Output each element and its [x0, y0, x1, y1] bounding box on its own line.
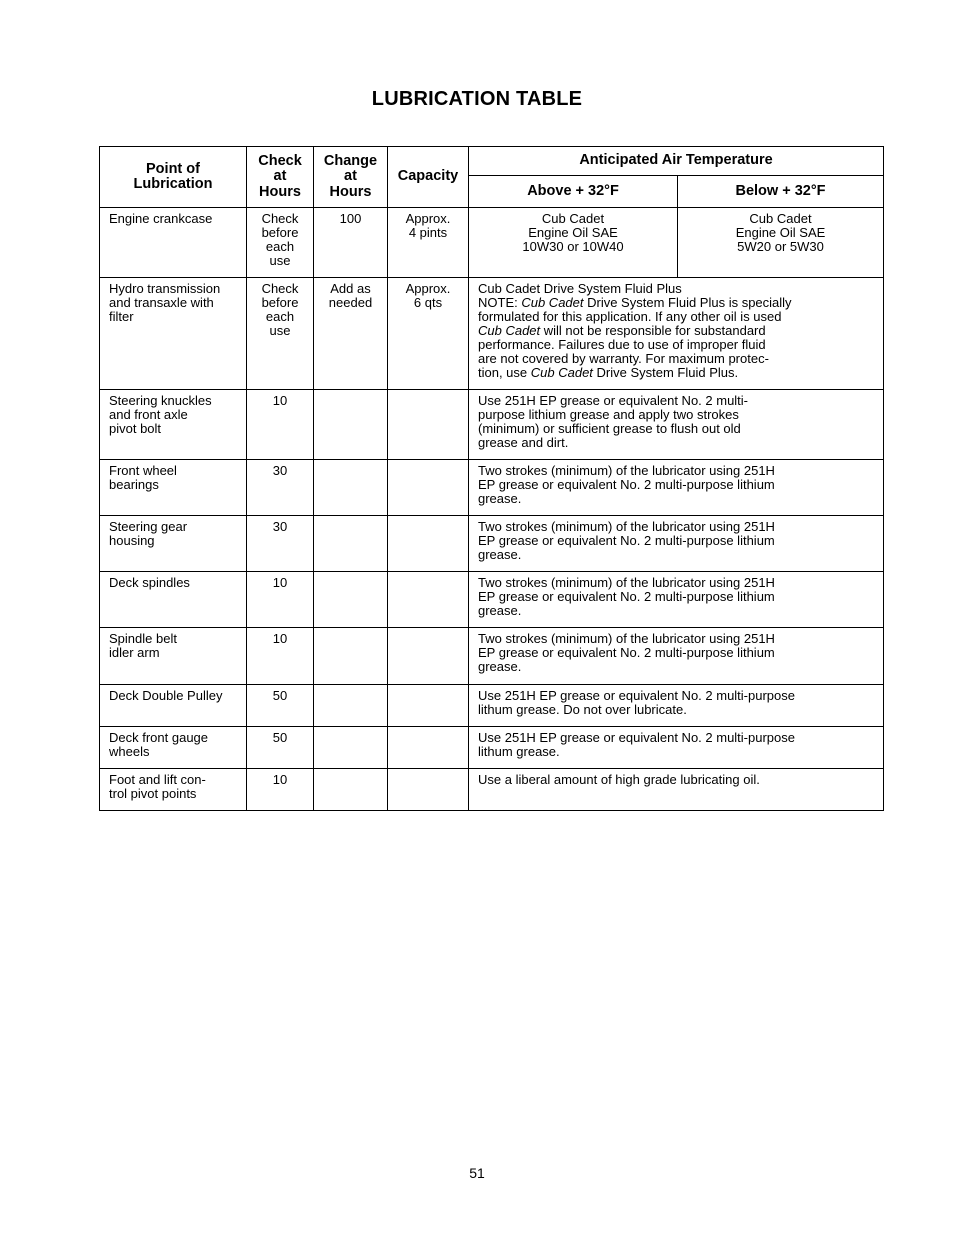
note-text: formulated for this application. If any other oil is used — [478, 309, 782, 324]
cell-point: Spindle belt idler arm — [100, 628, 247, 685]
table-row — [100, 685, 884, 727]
cell-capacity — [388, 516, 469, 572]
cell-description: Use 251H EP grease or equivalent No. 2 multi-purpose lithum grease. — [469, 727, 884, 769]
cell-point: Steering knuckles and front axle pivot bolt — [100, 390, 247, 460]
cell-capacity — [388, 727, 469, 769]
cell-check-hours: 30 — [247, 460, 314, 516]
cell-check-hours: 50 — [247, 727, 314, 769]
cell-change-hours — [314, 628, 388, 685]
header-above-32f: Above + 32°F — [469, 176, 678, 208]
table-row — [100, 727, 884, 769]
table-row — [100, 572, 884, 628]
cell-above-32f: Cub Cadet Engine Oil SAE 10W30 or 10W40 — [469, 208, 678, 278]
cell-capacity — [388, 685, 469, 727]
cell-description: Two strokes (minimum) of the lubricator using 251H EP grease or equivalent No. 2 multi-purpose lithium grease. — [469, 516, 884, 572]
cell-capacity — [388, 390, 469, 460]
header-below-32f: Below + 32°F — [678, 176, 884, 208]
cell-description: Use 251H EP grease or equivalent No. 2 multi-purpose lithum grease. Do not over lubricate. — [469, 685, 884, 727]
table-row — [100, 208, 884, 278]
note-text: performance. Failures due to use of improper fluid — [478, 337, 766, 352]
cell-capacity — [388, 769, 469, 811]
header-anticipated-air-temperature: Anticipated Air Temperature — [469, 147, 884, 176]
cell-change-hours — [314, 727, 388, 769]
cell-change-hours — [314, 460, 388, 516]
brand-name: Cub Cadet — [478, 323, 541, 338]
cell-change-hours: Add as needed — [314, 278, 388, 390]
note-text: Drive System Fluid Plus. — [592, 365, 739, 380]
table-row — [100, 769, 884, 811]
cell-description — [469, 278, 884, 390]
note-text: NOTE: — [478, 295, 522, 310]
cell-check-hours: 50 — [247, 685, 314, 727]
header-point-of-lubrication: Point of Lubrication — [100, 147, 247, 208]
cell-point: Steering gear housing — [100, 516, 247, 572]
cell-description: Use 251H EP grease or equivalent No. 2 multi- purpose lithium grease and apply two strokes (minimum) or sufficient grease to flush out old grease and dirt. — [469, 390, 884, 460]
cell-change-hours — [314, 572, 388, 628]
cell-check-hours: 10 — [247, 390, 314, 460]
brand-name: Cub Cadet — [521, 295, 584, 310]
cell-change-hours — [314, 390, 388, 460]
cell-point: Deck front gauge wheels — [100, 727, 247, 769]
cell-change-hours — [314, 769, 388, 811]
cell-capacity: Approx. 6 qts — [388, 278, 469, 390]
note-text: will not be responsible for substandard — [540, 323, 766, 338]
header-capacity: Capacity — [388, 147, 469, 208]
table-row — [100, 460, 884, 516]
cell-description: Two strokes (minimum) of the lubricator using 251H EP grease or equivalent No. 2 multi-purpose lithium grease. — [469, 628, 884, 685]
cell-check-hours: 10 — [247, 769, 314, 811]
cell-below-32f: Cub Cadet Engine Oil SAE 5W20 or 5W30 — [678, 208, 884, 278]
brand-name: Cub Cadet — [530, 365, 593, 380]
note-text: tion, use — [478, 365, 531, 380]
cell-point: Engine crankcase — [100, 208, 247, 278]
header-change-at-hours: Change at Hours — [314, 147, 388, 208]
cell-description: Two strokes (minimum) of the lubricator using 251H EP grease or equivalent No. 2 multi-purpose lithium grease. — [469, 460, 884, 516]
note-line: Cub Cadet Drive System Fluid Plus — [478, 281, 682, 296]
cell-point: Front wheel bearings — [100, 460, 247, 516]
cell-point: Hydro transmission and transaxle with filter — [100, 278, 247, 390]
cell-point: Foot and lift con- trol pivot points — [100, 769, 247, 811]
header-check-at-hours: Check at Hours — [247, 147, 314, 208]
note-text: Drive System Fluid Plus is specially — [583, 295, 792, 310]
cell-change-hours — [314, 685, 388, 727]
table-row — [100, 628, 884, 685]
lubrication-table — [99, 146, 884, 811]
table-row — [100, 278, 884, 390]
cell-description: Two strokes (minimum) of the lubricator using 251H EP grease or equivalent No. 2 multi-purpose lithium grease. — [469, 572, 884, 628]
page-title: LUBRICATION TABLE — [371, 88, 583, 110]
cell-description: Use a liberal amount of high grade lubricating oil. — [469, 769, 884, 811]
cell-change-hours — [314, 516, 388, 572]
cell-capacity — [388, 628, 469, 685]
table-row — [100, 390, 884, 460]
cell-point: Deck Double Pulley — [100, 685, 247, 727]
cell-check-hours: 30 — [247, 516, 314, 572]
cell-check-hours: Check before each use — [247, 278, 314, 390]
cell-check-hours: Check before each use — [247, 208, 314, 278]
cell-capacity — [388, 572, 469, 628]
cell-check-hours: 10 — [247, 572, 314, 628]
cell-check-hours: 10 — [247, 628, 314, 685]
cell-point: Deck spindles — [100, 572, 247, 628]
cell-change-hours: 100 — [314, 208, 388, 278]
cell-capacity — [388, 460, 469, 516]
table-row — [100, 516, 884, 572]
page-number: 51 — [469, 1165, 485, 1181]
cell-capacity: Approx. 4 pints — [388, 208, 469, 278]
note-text: are not covered by warranty. For maximum protec- — [478, 351, 769, 366]
